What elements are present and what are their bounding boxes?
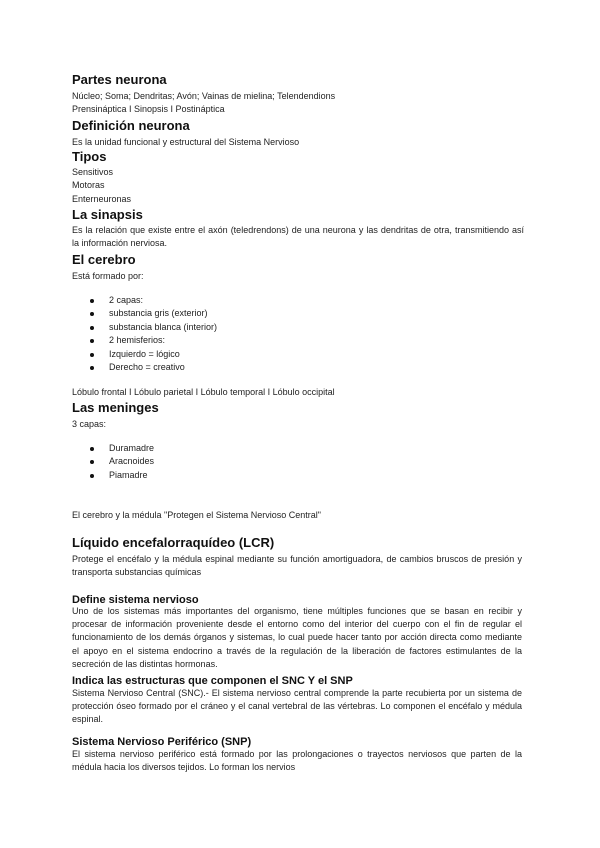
define-sn-text: Uno de los sistemas más importantes del organismo, tiene múltiples funciones que se basan en recibir y procesar de información proveniente desde el entorno como del interior del cuerpo con el fin de regular el funcionamiento de los demás órganos y sistemas, lo cual puede hacer tanto por acción directa como mediante el apoyo en el sistema endocrino a través de la regulación de la liberación de factores estimulantes de la secreción de las distintas hormonas. [72,606,522,669]
list-item [90,294,217,307]
heading-snp: Sistema Nervioso Periférico (SNP) [72,736,252,748]
meninges-intro: 3 capas: [72,419,107,429]
bullet-icon [90,326,94,330]
estructuras-text: Sistema Nervioso Central (SNC).- El sistema nervioso central comprende la parte recubierta por un sistema de protección óseo formado por el cráneo y el canal vertebral de las vértebras. Lo componen el encéfalo y médula espinal. [72,688,522,725]
lcr-text: Protege el encéfalo y la médula espinal mediante su función amortiguadora, de cambios bruscos de presión y transporta substancias químicas [72,554,522,578]
list-item-text: substancia gris (exterior) [109,308,208,319]
cerebro-intro: Está formado por: [72,271,144,281]
list-item [90,321,217,334]
list-item [90,348,217,361]
sinapsis-text: Es la relación que existe entre el axón (teledrendons) de una neurona y las dendritas de otra, transmitiendo así la información nerviosa. [72,225,524,249]
list-item-text: Aracnoides [109,456,155,467]
lobulos-line: Lóbulo frontal I Lóbulo parietal I Lóbulo temporal I Lóbulo occipital [72,387,335,397]
heading-estructuras-snc-snp: Indica las estructuras que componen el SNC Y el SNP [72,675,353,687]
list-item-text: Izquierdo = lógico [109,348,180,359]
heading-define-sistema-nervioso: Define sistema nervioso [72,594,199,606]
bullet-icon [90,353,94,357]
heading-partes-neurona: Partes neurona [72,72,167,87]
partes-line-2: Prensináptica I Sinopsis I Postináptica [72,104,225,114]
bullet-icon [90,299,94,303]
partes-line-1: Núcleo; Soma; Dendritas; Avón; Vainas de mielina; Telendendions [72,91,336,101]
list-item [90,469,154,482]
list-item [90,334,217,347]
heading-lcr: Líquido encefalorraquídeo (LCR) [72,535,275,550]
list-item-text: Derecho = creativo [109,362,185,373]
list-item [90,361,217,374]
bullet-icon [90,366,94,370]
bullet-icon [90,339,94,343]
heading-cerebro: El cerebro [72,252,136,267]
heading-tipos: Tipos [72,149,107,164]
list-item-text: 2 hemisferios: [109,335,166,346]
bullet-icon [90,474,94,478]
bullet-icon [90,312,94,316]
list-item-text: substancia blanca (interior) [109,321,218,332]
heading-sinapsis: La sinapsis [72,207,143,222]
tipos-item: Sensitivos [72,167,114,177]
definicion-text: Es la unidad funcional y estructural del Sistema Nervioso [72,137,300,147]
cerebro-bullet-list [90,294,217,374]
list-item-text: Duramadre [109,443,155,453]
tipos-item: Motoras [72,180,105,190]
list-item [90,442,154,455]
list-item-text: Piamadre [109,469,148,480]
meninges-bullet-list [90,442,154,482]
heading-meninges: Las meninges [72,400,159,415]
meninges-note: El cerebro y la médula "Protegen el Sistema Nervioso Central" [72,510,322,520]
list-item-text: 2 capas: [109,295,144,305]
snp-text: El sistema nervioso periférico está formado por las prolongaciones o trayectos nerviosos que parten de la médula hacia los diversos tejidos. Lo forman los nervios [72,749,522,773]
tipos-item: Enterneuronas [72,194,132,204]
bullet-icon [90,460,94,464]
bullet-icon [90,447,94,451]
heading-definicion-neurona: Definición neurona [72,118,190,133]
list-item [90,455,154,468]
list-item [90,307,217,320]
